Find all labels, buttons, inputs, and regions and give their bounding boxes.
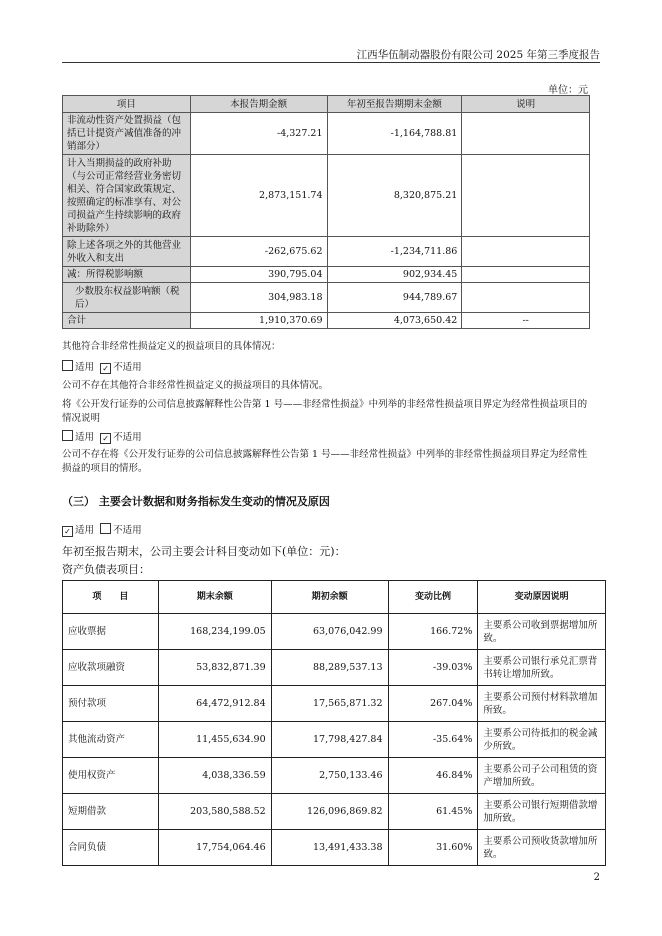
row-item: 计入当期损益的政府补助（与公司正常经营业务密切相关、符合国家政策规定、按照确定的标准享有、对公司损益产生持续影响的政府补助除外） — [63, 155, 191, 237]
row-item: 预付款项 — [63, 686, 159, 722]
row-change-ratio: 61.45% — [388, 794, 478, 830]
row-ytd-amount: 8,320,875.21 — [327, 155, 462, 237]
row-reason: 主要系公司银行短期借款增加所致。 — [478, 794, 606, 830]
table-row — [63, 758, 606, 794]
column-header: 项目 — [63, 96, 191, 113]
paragraph-no-other-items: 公司不存在其他符合非经常性损益定义的损益项目的具体情况。 — [62, 380, 329, 391]
table-row — [63, 650, 606, 686]
row-current-amount: 1,910,370.69 — [190, 313, 327, 329]
row-change-ratio: 46.84% — [388, 758, 478, 794]
row-end-balance: 64,472,912.84 — [158, 686, 271, 722]
column-header: 年初至报告期期末金额 — [327, 96, 462, 113]
row-change-ratio: 166.72% — [388, 614, 478, 650]
row-change-ratio: 267.04% — [388, 686, 478, 722]
row-begin-balance: 63,076,042.99 — [271, 614, 388, 650]
table-row — [63, 237, 590, 267]
table-row — [63, 267, 590, 283]
row-item: 短期借款 — [63, 794, 159, 830]
checkbox-checked-icon: ✓ — [100, 363, 111, 374]
row-current-amount: -4,327.21 — [190, 113, 327, 155]
applicability-options — [62, 430, 592, 445]
row-note — [462, 113, 590, 155]
row-ytd-amount: 902,934.45 — [327, 267, 462, 283]
row-ytd-amount: -1,234,711.86 — [327, 237, 462, 267]
paragraph-balance-sheet-items: 资产负债表项目： — [62, 563, 150, 576]
column-header: 项 目 — [63, 581, 159, 614]
checkbox-checked-icon: ✓ — [62, 526, 73, 537]
row-note — [462, 283, 590, 313]
row-item: 应收票据 — [63, 614, 159, 650]
row-note — [462, 237, 590, 267]
paragraph-reclassification-heading: 将《公开发行证券的公司信息披露解释性公告第 1 号——非经常性损益》中列举的非经常性损益项目界定为经常性损益项目的情况说明 — [62, 399, 588, 424]
balance-sheet-changes-table — [62, 580, 606, 866]
row-reason: 主要系公司子公司租赁的资产增加所致。 — [478, 758, 606, 794]
option-not-apply: 不适用 — [113, 362, 142, 373]
row-note — [462, 267, 590, 283]
option-not-apply: 不适用 — [113, 432, 142, 443]
non-recurring-gains-table — [62, 95, 590, 329]
column-header: 变动比例 — [388, 581, 478, 614]
table-row — [63, 722, 606, 758]
row-begin-balance: 126,096,869.82 — [271, 794, 388, 830]
row-current-amount: 304,983.18 — [190, 283, 327, 313]
checkbox-checked-icon: ✓ — [100, 433, 111, 444]
row-end-balance: 203,580,588.52 — [158, 794, 271, 830]
row-ytd-amount: -1,164,788.81 — [327, 113, 462, 155]
row-begin-balance: 13,491,433.38 — [271, 830, 388, 866]
table-row — [63, 686, 606, 722]
table-row — [63, 614, 606, 650]
row-end-balance: 11,455,634.90 — [158, 722, 271, 758]
column-header: 期初余额 — [271, 581, 388, 614]
header-divider — [62, 62, 600, 63]
row-item: 合同负债 — [63, 830, 159, 866]
column-header: 本报告期金额 — [190, 96, 327, 113]
row-note: -- — [462, 313, 590, 329]
column-header: 说明 — [462, 96, 590, 113]
paragraph-no-reclassification: 公司不存在将《公开发行证券的公司信息披露解释性公告第 1 号——非经常性损益》中列举的非经常性损益项目界定为经常性损益的项目的情形。 — [62, 449, 588, 474]
row-begin-balance: 17,798,427.84 — [271, 722, 388, 758]
paragraph-other-items: 其他符合非经常性损益定义的损益项目的具体情况： — [62, 341, 281, 352]
row-begin-balance: 88,289,537.13 — [271, 650, 388, 686]
option-apply: 适用 — [75, 525, 95, 536]
row-item: 非流动性资产处置损益（包括已计提资产减值准备的冲销部分） — [63, 113, 191, 155]
row-reason: 主要系公司收到票据增加所致。 — [478, 614, 606, 650]
row-item: 除上述各项之外的其他营业外收入和支出 — [63, 237, 191, 267]
row-reason: 主要系公司待抵扣的税金减少所致。 — [478, 722, 606, 758]
row-reason: 主要系公司预付材料款增加所致。 — [478, 686, 606, 722]
row-note — [462, 155, 590, 237]
table-row — [63, 155, 590, 237]
row-change-ratio: -35.64% — [388, 722, 478, 758]
row-begin-balance: 2,750,133.46 — [271, 758, 388, 794]
row-begin-balance: 17,565,871.32 — [271, 686, 388, 722]
section-heading: （三） 主要会计数据和财务指标发生变动的情况及原因 — [62, 495, 330, 508]
column-header: 期末余额 — [158, 581, 271, 614]
checkbox-unchecked-icon — [62, 430, 73, 441]
row-item: 少数股东权益影响额（税后） — [63, 283, 191, 313]
row-reason: 主要系公司预收货款增加所致。 — [478, 830, 606, 866]
table-row — [63, 113, 590, 155]
row-ytd-amount: 944,789.67 — [327, 283, 462, 313]
option-not-apply: 不适用 — [113, 525, 142, 536]
row-change-ratio: 31.60% — [388, 830, 478, 866]
paragraph-changes-intro: 年初至报告期末，公司主要会计科目变动如下(单位：元)： — [62, 545, 346, 558]
row-reason: 主要系公司银行承兑汇票背书转让增加所致。 — [478, 650, 606, 686]
table-row — [63, 313, 590, 329]
table-row — [63, 794, 606, 830]
row-current-amount: 2,873,151.74 — [190, 155, 327, 237]
row-item: 其他流动资产 — [63, 722, 159, 758]
row-end-balance: 17,754,064.46 — [158, 830, 271, 866]
row-item: 合计 — [63, 313, 191, 329]
column-header: 变动原因说明 — [478, 581, 606, 614]
row-end-balance: 168,234,199.05 — [158, 614, 271, 650]
row-current-amount: 390,795.04 — [190, 267, 327, 283]
checkbox-unchecked-icon — [62, 360, 73, 371]
option-apply: 适用 — [75, 362, 95, 373]
row-end-balance: 53,832,871.39 — [158, 650, 271, 686]
row-ytd-amount: 4,073,650.42 — [327, 313, 462, 329]
row-change-ratio: -39.03% — [388, 650, 478, 686]
unit-label: 单位：元 — [548, 85, 588, 96]
row-item: 使用权资产 — [63, 758, 159, 794]
checkbox-unchecked-icon — [100, 523, 111, 534]
applicability-options — [62, 360, 592, 375]
row-item: 应收款项融资 — [63, 650, 159, 686]
row-item: 减：所得税影响额 — [63, 267, 191, 283]
row-end-balance: 4,038,336.59 — [158, 758, 271, 794]
table-row — [63, 283, 590, 313]
applicability-options — [62, 523, 592, 538]
table-row — [63, 830, 606, 866]
row-current-amount: -262,675.62 — [190, 237, 327, 267]
report-header-title: 江西华伍制动器股份有限公司 2025 年第三季度报告 — [356, 49, 600, 61]
option-apply: 适用 — [75, 432, 95, 443]
page-number: 2 — [593, 872, 600, 883]
